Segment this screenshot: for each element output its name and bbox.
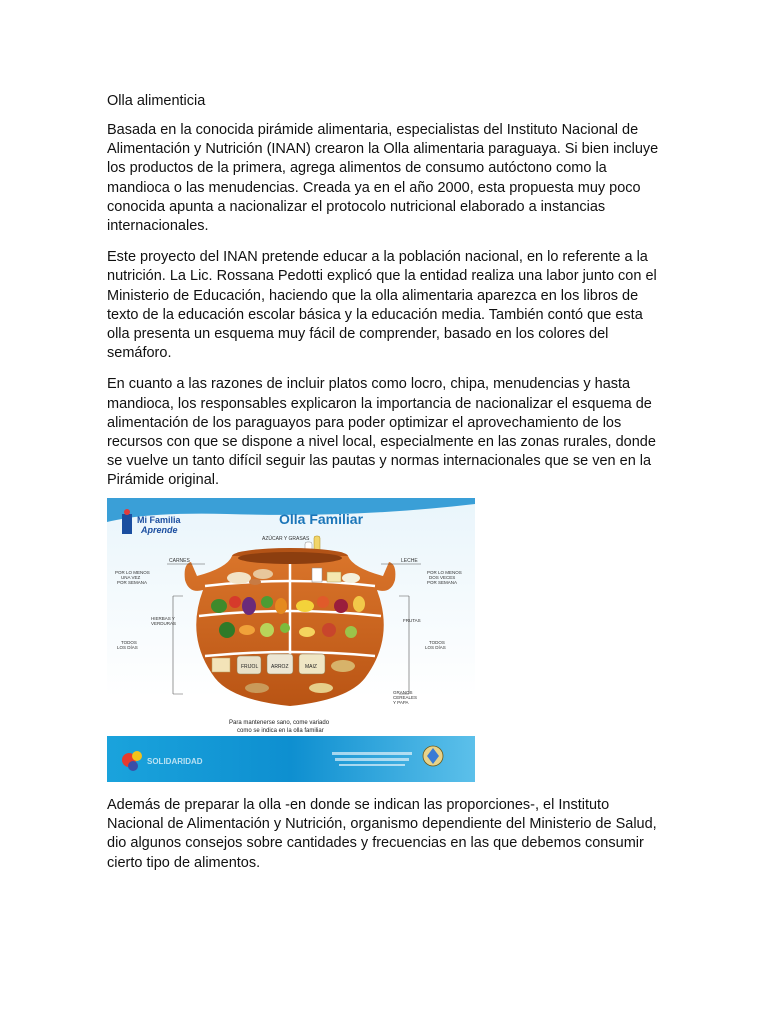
frijol-bag-label: FRIJOL — [241, 664, 259, 670]
right-frequency-line1: POR LO MENOS — [427, 570, 462, 575]
right-todos-line1: TODOS — [429, 640, 445, 645]
carnes-label: CARNES — [169, 558, 190, 564]
closing-section — [107, 796, 667, 885]
paragraph-3: En cuanto a las razones de incluir platos como locro, chipa, menudencias y hasta mandioca, los responsables explicaron la importancia de nacionalizar el esquema de alimentación de los paraguayos para poder optimizar el aprovechamiento de los recursos con que se dispone a nivel local, especialmente en las zonas rurales, donde se vuelve un tanto difícil seguir las pautas y normas internacionales que se ven en la Pirámide original. — [107, 376, 656, 489]
olla-familiar-figure — [107, 498, 475, 782]
olla-illustration — [107, 498, 475, 782]
leche-label: LECHE — [401, 558, 418, 564]
paragraph-1: Basada en la conocida pirámide alimentaria, especialistas del Instituto Nacional de Alimentación y Nutrición (INAN) crearon la Olla alimentaria paraguaya. Si bien incluye los productos de la primera, agrega alimentos de consumo autóctono como la mandioca o las menudencias. Creada ya en el año 2000, esta propuesta muy poco conocida apunta a nacionalizar el protocolo nutricional elaborado a instancias internacionales. — [107, 122, 659, 235]
maiz-bag-label: MAIZ — [305, 664, 317, 670]
arroz-bag-label: ARROZ — [271, 664, 289, 670]
left-frequency-line2: UNA VEZ — [121, 575, 141, 580]
left-frequency-line3: POR SEMANA — [117, 580, 148, 585]
paragraph-2: Este proyecto del INAN pretende educar a la población nacional, en lo referente a la nutrición. La Lic. Rossana Pedotti explicó que la entidad realiza una labor junto con el Ministerio de Educación, haciendo que la olla alimentaria aparezca en los libros de texto de la educación escolar básica y la educación media. También contó que esta olla presenta un esquema muy fácil de comprender, basado en los colores del semáforo. — [107, 249, 657, 362]
left-todos-line1: TODOS — [121, 640, 137, 645]
hierbas-label-line2: VERDURAS — [151, 621, 177, 626]
svg-text:Mi Familia: Mi Familia — [137, 515, 181, 525]
svg-text:Aprende: Aprende — [141, 525, 178, 535]
azucar-grasas-label: AZÚCAR Y GRASAS — [262, 536, 310, 542]
figure-heading: Olla Familiar — [279, 511, 364, 527]
svg-text:SOLIDARIDAD: SOLIDARIDAD — [147, 757, 203, 766]
granos-label-line3: Y PAPA — [393, 700, 409, 705]
granos-label-line2: CEREALES — [393, 695, 418, 700]
granos-label-line1: GRANOS — [393, 690, 413, 695]
left-frequency-line1: POR LO MENOS — [115, 570, 150, 575]
frutas-label: FRUTAS — [403, 618, 421, 623]
right-todos-line2: LOS DÍAS — [425, 645, 446, 650]
document-body — [107, 92, 667, 503]
left-todos-line2: LOS DÍAS — [117, 645, 138, 650]
coat-of-arms-icon — [423, 746, 443, 766]
caption-line1: Para mantenerse sano, come variado — [229, 720, 330, 726]
right-frequency-line3: POR SEMANA — [427, 580, 458, 585]
caption-line2: como se indica en la olla familiar — [237, 728, 324, 734]
right-frequency-line2: DOS VECES — [429, 575, 456, 580]
closing-paragraph: Además de preparar la olla -en donde se indican las proporciones-, el Instituto Nacional de Alimentación y Nutrición, organismo dependiente del Ministerio de Salud, dio algunos consejos sobre cantidades y frecuencias en las que debemos consumir cierto tipo de alimentos. — [107, 797, 657, 871]
document-title: Olla alimenticia — [107, 93, 206, 109]
hierbas-label-line1: HIERBAS Y — [151, 616, 175, 621]
